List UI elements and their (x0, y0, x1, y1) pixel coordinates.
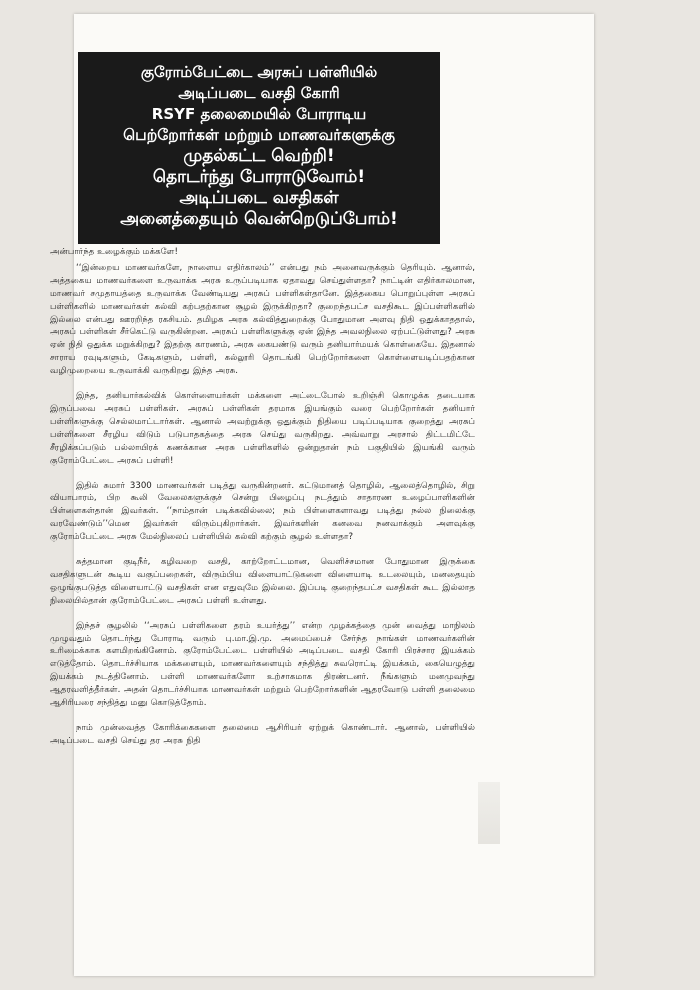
paragraph: இந்தச் சூழலில் ‘‘அரசுப் பள்ளிகளை தரம் உயர்த்து’’ என்ற முழக்கத்தை முன் வைத்து மாநிலம் முழுவதும் தொடர்ந்து போராடி வரும் பு.மா.இ.மு. அமைப்பைச் சேர்ந்த நாங்கள் மாணவர்களின் உரிமைக்காக களமிறங்கினோம். குரோம்பேட்டை பள்ளியில் அடிப்படை வசதி கோரி பிரச்சார இயக்கம் எடுத்தோம். தொடர்ச்சியாக மக்களையும், மாணவர்களையும் சந்தித்து சுவரொட்டி இயக்கம், கையெழுத்து இயக்கம் நடத்தினோம். பள்ளி மாணவர்களோ உற்சாகமாக திரண்டனர். நீங்களும் மனமுவந்து ஆதரவளித்தீர்கள். அதன் தொடர்ச்சியாக மாணவர்கள் மற்றும் பெற்றோர்களின் ஆதரவோடு பள்ளி தலைமை ஆசிரியரை சந்தித்து மனு கொடுத்தோம். (50, 620, 475, 709)
headline-line-8: அனைத்தையும் வென்றெடுப்போம்! (120, 209, 398, 229)
headline-line-7: அடிப்படை வசதிகள் (179, 188, 339, 208)
paragraph: சுத்தமான குடிநீர், கழிவறை வசதி, காற்றோட்டமான, வெளிச்சமான போதுமான இருக்கை வசதிகளுடன் கூடிய வகுப்பறைகள், விரும்பிய விளையாட்டுகளை விளையாடி உடலையும், மனதையும் ஒழுங்குபடுத்த விளையாட்டு வசதிகள் என எதுவுமே இல்லை. இப்படி குறைந்தபட்ச வசதிகள் கூட இல்லாத நிலையில்தான் குரோம்பேட்டை அரசுப் பள்ளி உள்ளது. (50, 557, 475, 606)
headline-line-6: தொடர்ந்து போராடுவோம்! (152, 167, 366, 187)
paragraph: இதில் சுமார் 3300 மாணவர்கள் படித்து வருகின்றனர். கட்டுமானத் தொழில், ஆலைத்தொழில், சிறு வியாபாரம், பிற கூலி வேலைகளுக்குச் சென்று பிழைப்பு நடத்தும் சாதாரண உழைப்பாளிகளின் பிள்ளைகள்தான் இவர்கள். ‘‘நாம்தான் படிக்கவில்லை; நம் பிள்ளைகளாவது படித்து நல்ல நிலைக்கு வரவேண்டும்’’மென இவர்கள் விரும்புகிறார்கள். இவர்களின் கனவை நனவாக்கும் அளவுக்கு குரோம்பேட்டை அரசு மேல்நிலைப் பள்ளியில் கல்வி கற்கும் சூழல் உள்ளதா? (50, 480, 475, 543)
leaflet-body-text (50, 246, 475, 758)
headline-line-4: பெற்றோர்கள் மற்றும் மாணவர்களுக்கு (123, 126, 395, 144)
paragraph: ‘‘இன்றைய மாணவர்களே, நாளைய எதிர்காலம்’’ என்பது நம் அனைவருக்கும் தெரியும். ஆனால், அத்தகைய மாணவர்களை உருவாக்க அரசு உருப்படியாக ஏதாவது செய்துள்ளதா? நாட்டின் எதிர்காலமான, மாணவர் சமுதாயத்தை உருவாக்க வேண்டியது அரசுப் பள்ளிகள்தானே. இத்தகைய பொறுப்புள்ள அரசுப் பள்ளிகளில் மாணவர்கள் கல்வி கற்பதற்கான சூழல் இருக்கிறதா? குறைந்தபட்ச வசதிகூட இப்பள்ளிகளில் இல்லை என்பது ஊரறிந்த ரகசியம். தமிழக அரசு கல்வித்துறைக்கு போதுமான அளவு நிதி ஒதுக்காததால், அரசுப் பள்ளிகள் சீர்கெட்டு வருகின்றன. அரசுப் பள்ளிகளுக்கு ஏன் இந்த அவலநிலை ஏற்பட்டுள்ளது? அரசு ஏன் நிதி ஒதுக்க மறுக்கிறது? இதற்கு காரணம், அரசு கையண்டு வரும் தனியார்மயக் கொள்கையே. இதனால் சாராய ரவுடிகளும், கேடிகளும், பள்ளி, கல்லூரி தொடங்கி பெற்றோர்களை கொள்ளையடிப்பதற்கான வழிமுறையை உருவாக்கி வருகிறது இந்த அரசு. (50, 262, 475, 377)
headline-line-2: அடிப்படை வசதி கோரி (178, 84, 340, 102)
headline-banner (78, 52, 440, 244)
paragraph: நாம் முன்வைத்த கோரிக்கைகளை தலைமை ஆசிரியர் ஏற்றுக் கொண்டார். ஆனால், பள்ளியில் அடிப்படை வசதி செய்து தர அரசு நிதி (50, 723, 475, 746)
headline-line-3: RSYF தலைமையில் போராடிய (151, 105, 367, 123)
headline-line-5: முதல்கட்ட வெற்றி! (183, 146, 335, 166)
salutation: அன்பார்ந்த உழைக்கும் மக்களே! (50, 247, 178, 257)
show-through-smudge (478, 782, 500, 844)
paragraph: இந்த, தனியார்கல்விக் கொள்ளையர்கள் மக்களை அட்டைபோல் உறிஞ்சி கொழுக்க தடையாக இருப்பவை அரசுப் பள்ளிகள். அரசுப் பள்ளிகள் தரமாக இயங்கும் வரை பெற்றோர்கள் தனியார் பள்ளிகளுக்கு செல்லமாட்டார்கள். ஆனால் அவற்றுக்கு ஒதுக்கும் நிதியை படிப்படியாக குறைத்து அரசுப் பள்ளிகளை சீரழிய விடும் படுபாதகத்தை அரசு செய்து வருகிறது. அவ்வாறு அரசால் திட்டமிட்டே சீரழிக்கப்படும் பல்லாயிரக் கணக்கான அரசு பள்ளிகளில் ஒன்றுதான் நம் பகுதியில் இயங்கி வரும் குரோம்பேட்டை அரசுப் பள்ளி! (50, 391, 475, 466)
headline-line-1: குரோம்பேட்டை அரசுப் பள்ளியில் (140, 63, 378, 81)
